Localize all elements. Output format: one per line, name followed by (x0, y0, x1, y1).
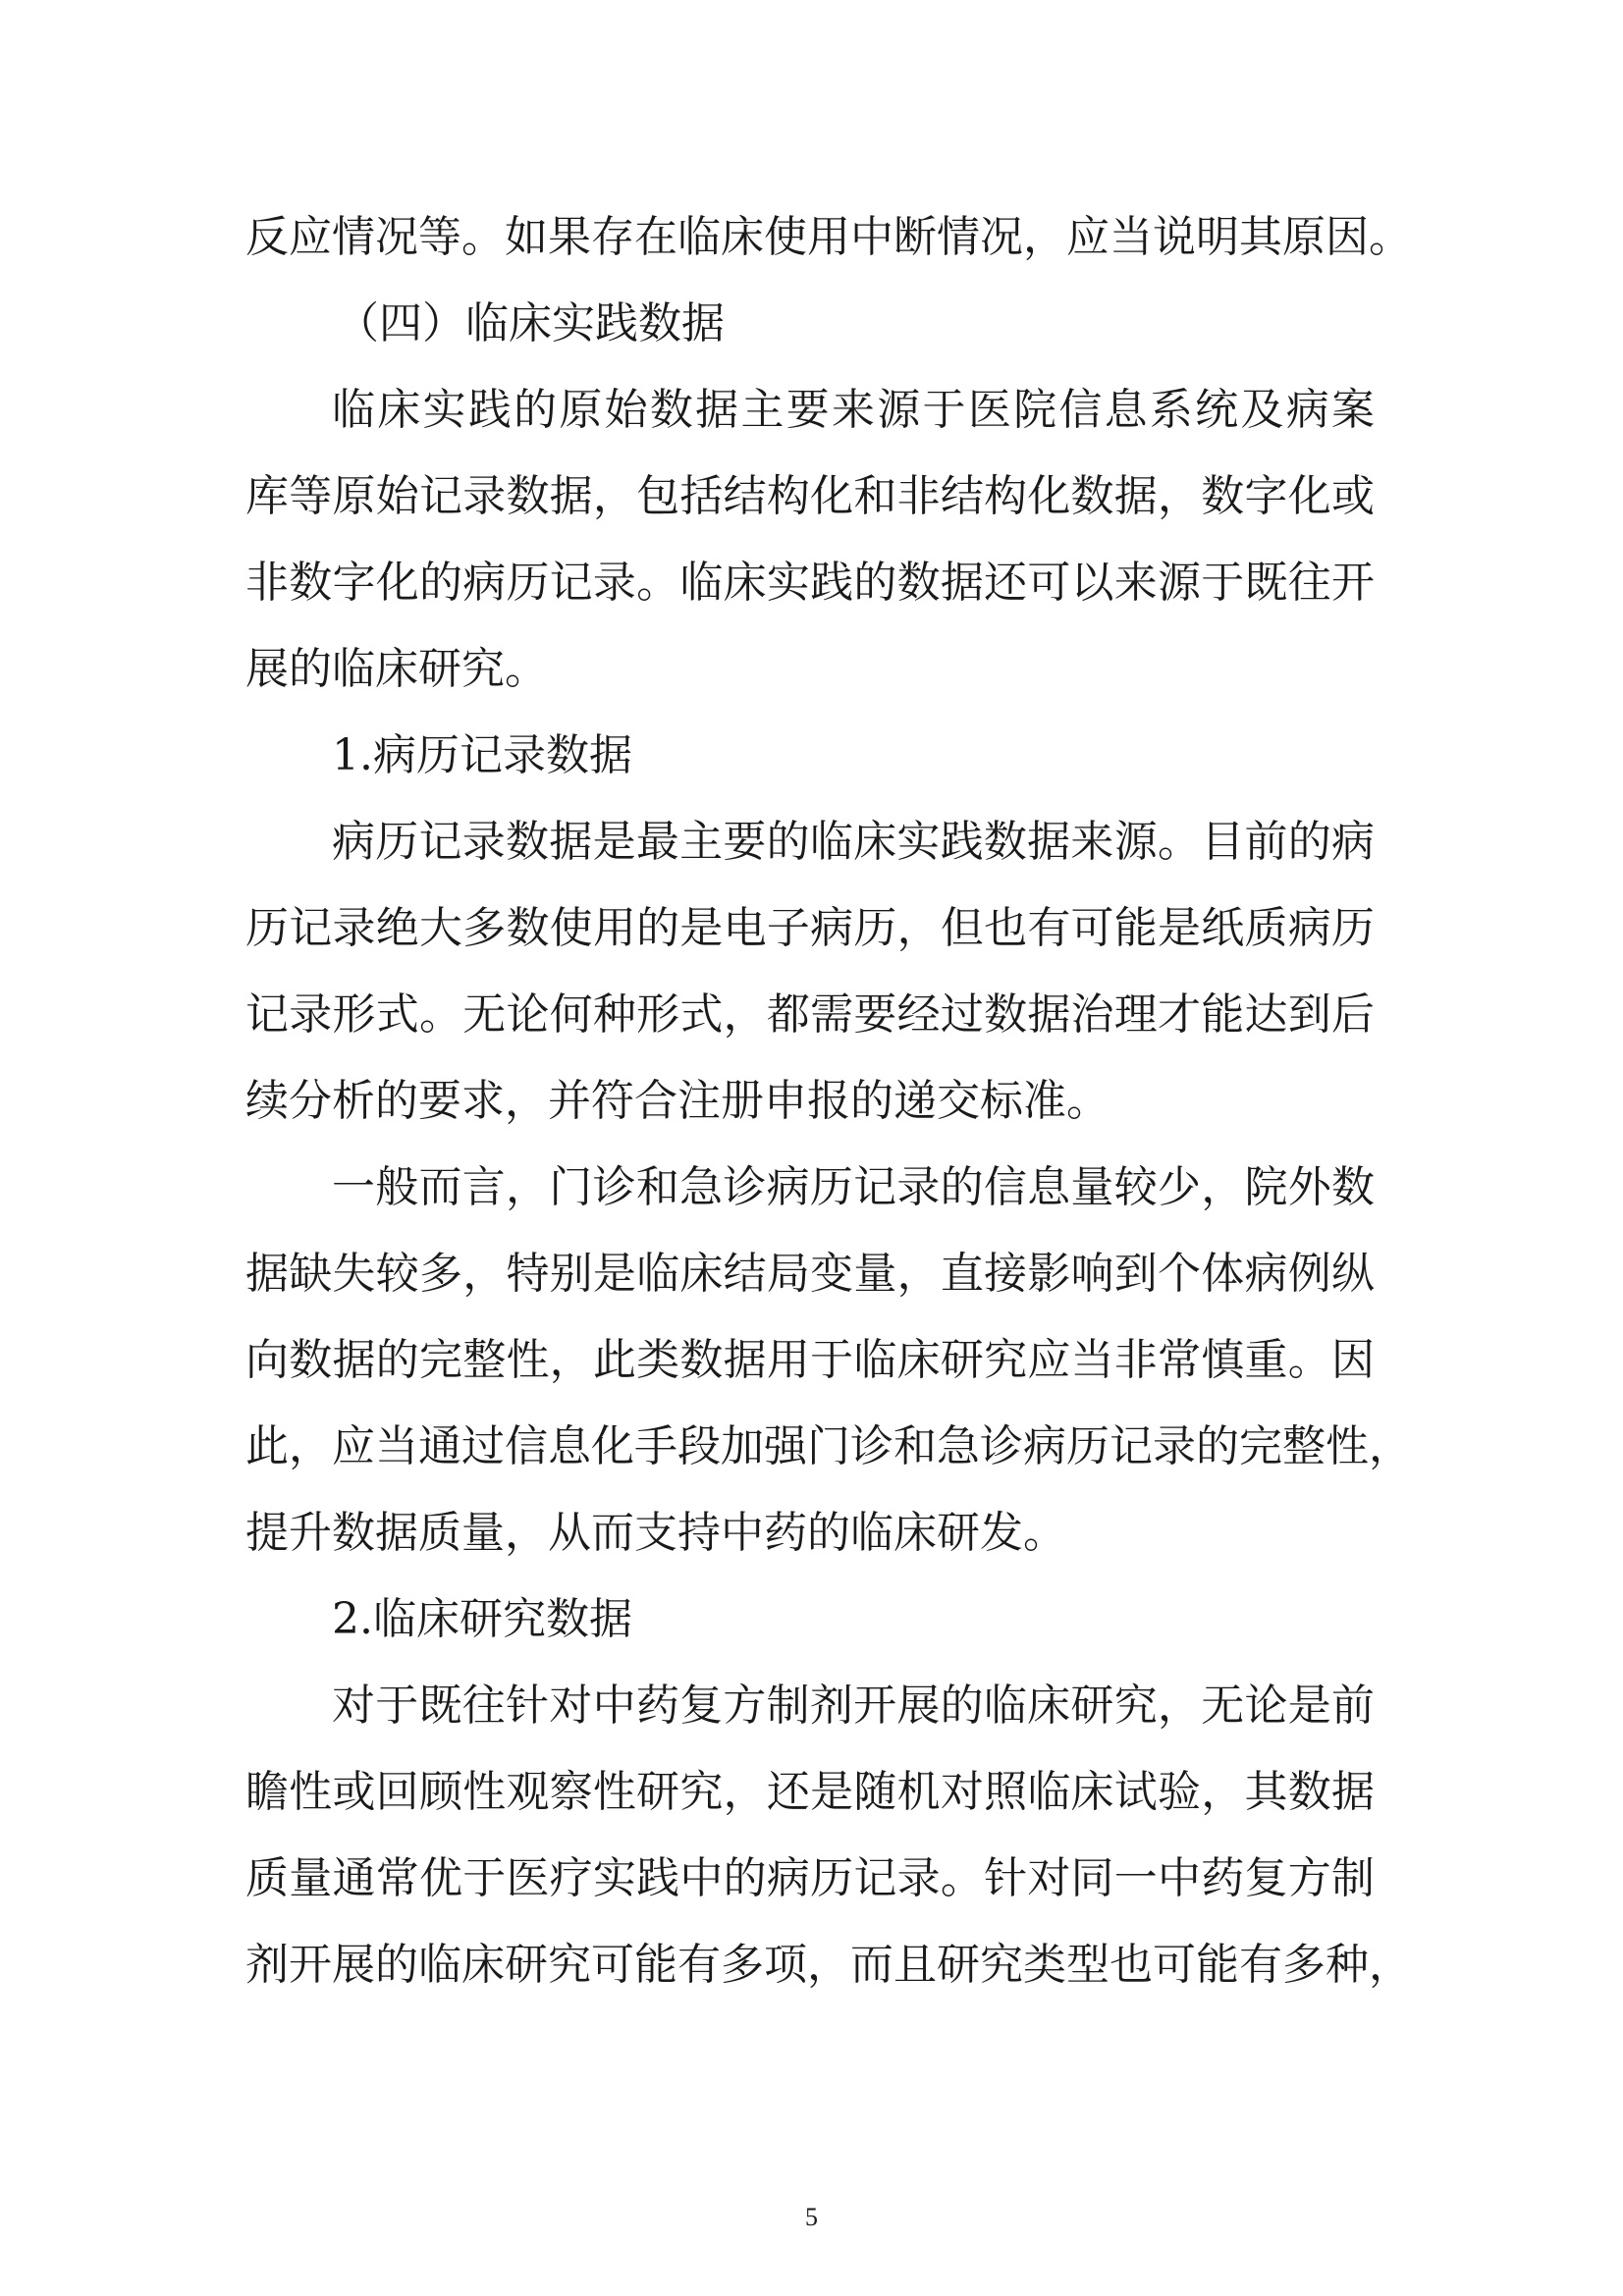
subsection-heading: 1.病历记录数据 (332, 730, 632, 780)
paragraph-line: 非数字化的病历记录。临床实践的数据还可以来源于既往开 (245, 558, 1375, 608)
paragraph-line: 此，应当通过信息化手段加强门诊和急诊病历记录的完整性， (245, 1421, 1412, 1471)
paragraph-line: 反应情况等。如果存在临床使用中断情况，应当说明其原因。 (245, 212, 1412, 262)
section-heading: （四）临床实践数据 (336, 298, 725, 348)
paragraph-line: 记录形式。无论何种形式，都需要经过数据治理才能达到后 (245, 989, 1375, 1040)
paragraph-line: 历记录绝大多数使用的是电子病历，但也有可能是纸质病历 (245, 903, 1375, 953)
paragraph-line: 一般而言，门诊和急诊病历记录的信息量较少，院外数 (332, 1162, 1375, 1212)
subsection-heading: 2.临床研究数据 (332, 1594, 632, 1644)
paragraph-line: 临床实践的原始数据主要来源于医院信息系统及病案 (332, 385, 1375, 435)
paragraph-line: 病历记录数据是最主要的临床实践数据来源。目前的病 (332, 817, 1375, 867)
paragraph-line: 质量通常优于医疗实践中的病历记录。针对同一中药复方制 (245, 1853, 1375, 1903)
paragraph-line: 展的临床研究。 (245, 644, 548, 694)
page-number: 5 (805, 2203, 818, 2231)
paragraph-line: 向数据的完整性，此类数据用于临床研究应当非常慎重。因 (245, 1335, 1375, 1385)
paragraph-line: 据缺失较多，特别是临床结局变量，直接影响到个体病例纵 (245, 1249, 1375, 1299)
paragraph-line: 续分析的要求，并符合注册申报的递交标准。 (245, 1076, 1109, 1126)
paragraph-line: 库等原始记录数据，包括结构化和非结构化数据，数字化或 (245, 471, 1375, 521)
paragraph-line: 提升数据质量，从而支持中药的临床研发。 (245, 1508, 1066, 1558)
paragraph-line: 瞻性或回顾性观察性研究，还是随机对照临床试验，其数据 (245, 1767, 1375, 1817)
paragraph-line: 剂开展的临床研究可能有多项，而且研究类型也可能有多种， (245, 1940, 1412, 1990)
paragraph-line: 对于既往针对中药复方制剂开展的临床研究，无论是前 (332, 1681, 1375, 1731)
